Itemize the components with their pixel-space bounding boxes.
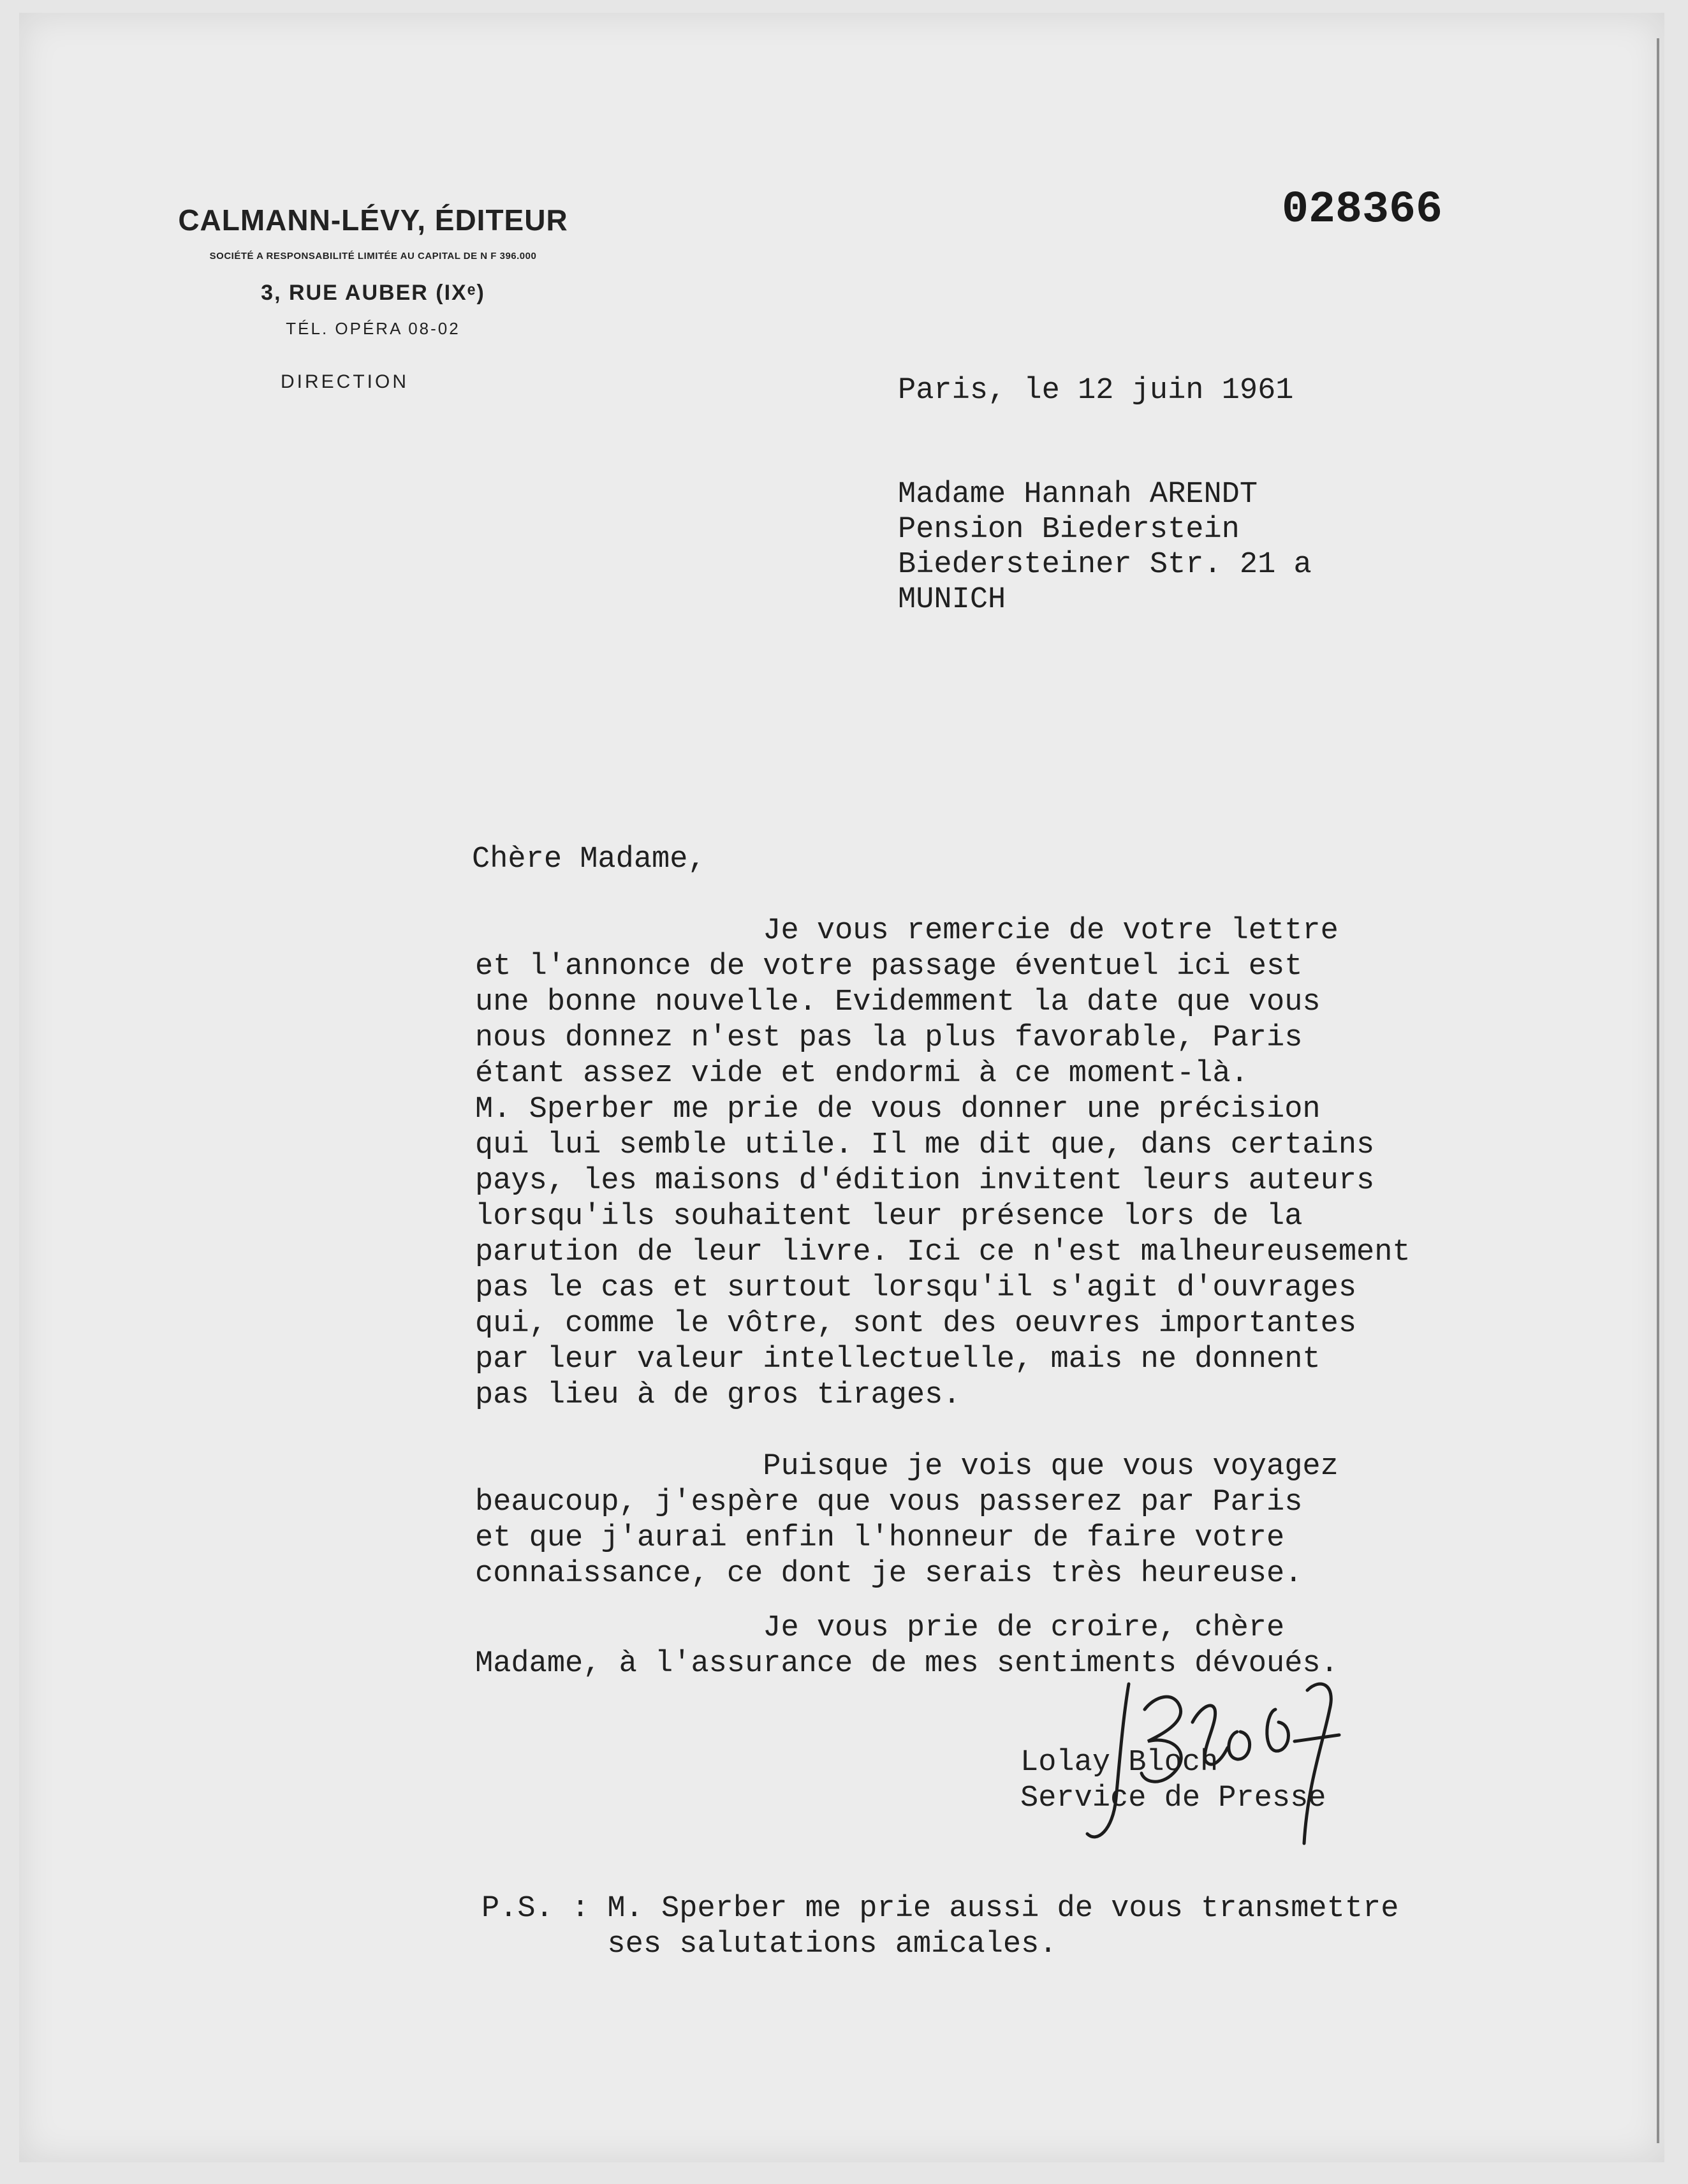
letter-body [475,913,1411,1592]
signer-title: Service de Presse [1020,1782,1326,1815]
salutation: Chère Madame, [472,843,706,876]
paper-edge [1657,38,1659,2143]
body-paragraph: Puisque je vois que vous voyagez beaucoup, j'espère que vous passerez par Paris et que j'aurai enfin l'honneur de faire votre connaissance, ce dont je serais très heureuse. [475,1450,1339,1591]
recipient-city: MUNICH [898,583,1006,617]
reference-number: 028366 [1282,185,1443,235]
letter-date: Paris, le 12 juin 1961 [898,374,1294,408]
recipient-line: Pension Biederstein [898,513,1240,547]
letterhead-department: DIRECTION [281,371,409,392]
body-paragraph-spacer [475,1413,1411,1449]
letterhead-phone: TÉL. OPÉRA 08-02 [286,319,460,338]
recipient-address [898,477,1312,617]
recipient-line: Biedersteiner Str. 21 a [898,548,1312,582]
letterhead-address: 3, RUE AUBER (IXᵉ) [261,281,485,305]
body-paragraph: Je vous remercie de votre lettre et l'annonce de votre passage éventuel ici est une bonne nouvelle. Evidemment la date que vous nous donnez n'est pas la plus favorable, Paris étant assez vide et endormi à ce moment-là. M. Sperber me prie de vous donner une précision qui lui semble utile. Il me dit que, dans certains pays, les maisons d'édition invitent leurs auteurs lorsqu'ils souhaitent leur présence lors de la parution de leur livre. Ici ce n'est malheureusement pas le cas et surtout lorsqu'il s'agit d'ouvrages qui, comme le vôtre, sont des oeuvres importantes par leur valeur intellectuelle, mais ne donnent pas lieu à de gros tirages. [475,914,1411,1412]
letterhead-company: CALMANN-LÉVY, ÉDITEUR [178,203,568,237]
handwritten-signature [1084,1671,1377,1856]
closing-formula: Je vous prie de croire, chère Madame, à l'assurance de mes sentiments dévoués. [475,1611,1339,1681]
recipient-line: Madame Hannah ARENDT [898,478,1258,512]
signer-name: Lolay Bloch [1020,1746,1219,1780]
letterhead-society: SOCIÉTÉ A RESPONSABILITÉ LIMITÉE AU CAPITAL DE N F 396.000 [209,251,537,262]
postscript: P.S. : M. Sperber me prie aussi de vous transmettre ses salutations amicales. [481,1892,1399,1961]
